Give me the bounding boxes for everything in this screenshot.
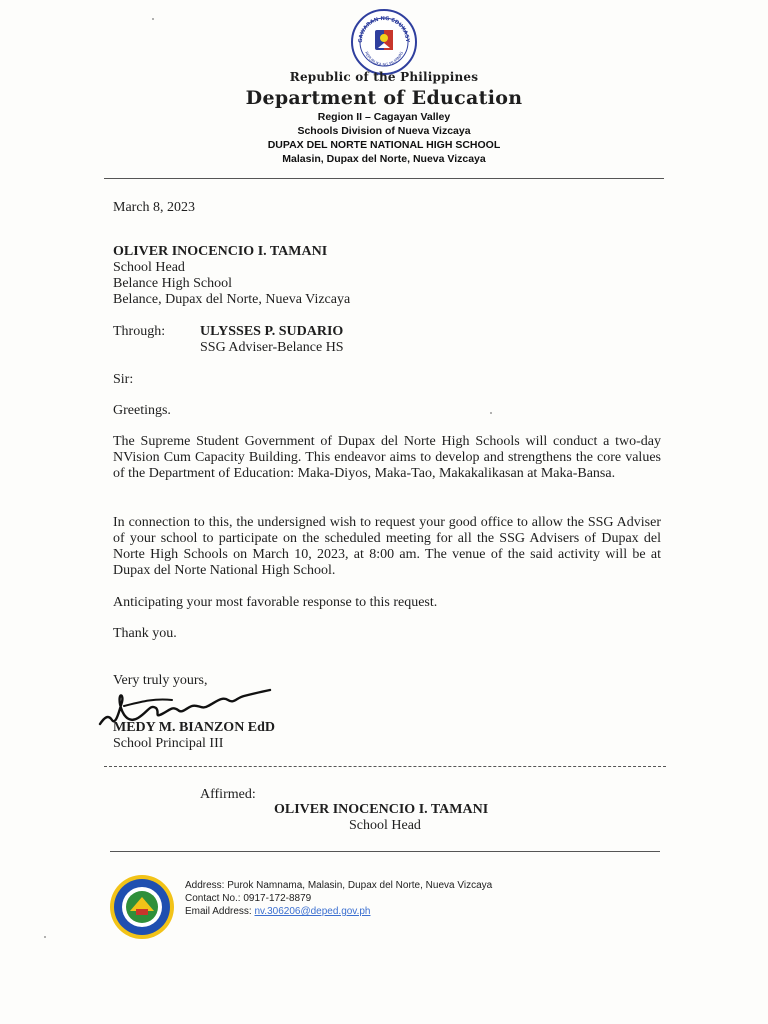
affirmed-label: Affirmed: bbox=[200, 787, 256, 802]
header-department: Department of Education bbox=[245, 87, 523, 109]
scan-speck bbox=[152, 18, 154, 20]
body-paragraph-3: Anticipating your most favorable response to this request. bbox=[113, 595, 438, 610]
header-republic: Republic of the Philippines bbox=[289, 70, 479, 84]
svg-text:REPUBLIKA NG PILIPINAS: REPUBLIKA NG PILIPINAS bbox=[364, 50, 404, 68]
footer-email: Email Address: nv.306206@deped.gov.ph bbox=[185, 906, 371, 917]
deped-seal-icon bbox=[350, 8, 418, 76]
footer-address: Address: Purok Namnama, Malasin, Dupax del Norte, Nueva Vizcaya bbox=[185, 880, 493, 891]
recipient-school: Belance High School bbox=[113, 276, 232, 291]
body-paragraph-1: The Supreme Student Government of Dupax del Norte High Schools will conduct a two-day NVision Cum Capacity Building. This endeavor aims to develop and strengthens the core values of the Department of Education: Maka-Diyos, Maka-Tao, Makakalikasan at Maka-Bansa. bbox=[113, 434, 661, 481]
through-name: ULYSSES P. SUDARIO bbox=[200, 324, 344, 339]
header-region: Region II – Cagayan Valley bbox=[317, 111, 451, 123]
recipient-address: Belance, Dupax del Norte, Nueva Vizcaya bbox=[113, 292, 351, 307]
scan-speck bbox=[490, 412, 492, 414]
header-division: Schools Division of Nueva Vizcaya bbox=[297, 125, 471, 137]
signatory-title: School Principal III bbox=[113, 736, 224, 751]
letter-date: March 8, 2023 bbox=[113, 200, 196, 215]
svg-text:KAGAWARAN NG EDUKASYON: GAWARAN NG EDUKASY bbox=[357, 15, 411, 43]
footer-contact: Contact No.: 0917-172-8879 bbox=[185, 893, 312, 904]
header-address: Malasin, Dupax del Norte, Nueva Vizcaya bbox=[282, 153, 486, 165]
greeting: Greetings. bbox=[113, 403, 171, 418]
email-link[interactable]: nv.306206@deped.gov.ph bbox=[254, 906, 371, 917]
school-logo-icon bbox=[108, 873, 176, 941]
recipient-name: OLIVER INOCENCIO I. TAMANI bbox=[113, 244, 328, 259]
closing: Very truly yours, bbox=[113, 673, 208, 688]
footer-divider bbox=[110, 851, 660, 852]
salutation: Sir: bbox=[113, 372, 134, 387]
affirmed-name: OLIVER INOCENCIO I. TAMANI bbox=[274, 802, 489, 817]
dashed-divider bbox=[104, 766, 666, 767]
scan-speck bbox=[44, 936, 46, 938]
body-paragraph-2: In connection to this, the undersigned wish to request your good office to allow the SSG Adviser of your school to participate on the scheduled meeting for all the SSG Advisers of Dupax del Norte High Schools on March 10, 2023, at 8:00 am. The venue of the said activity will be at Dupax del Norte National High School. bbox=[113, 515, 661, 578]
through-label: Through: bbox=[113, 324, 166, 339]
signatory-name: MEDY M. BIANZON EdD bbox=[113, 720, 276, 735]
recipient-title: School Head bbox=[113, 260, 185, 275]
thanks: Thank you. bbox=[113, 626, 177, 641]
header-divider bbox=[104, 178, 664, 179]
through-title: SSG Adviser-Belance HS bbox=[200, 340, 344, 355]
header-school: DUPAX DEL NORTE NATIONAL HIGH SCHOOL bbox=[267, 139, 501, 151]
affirmed-title: School Head bbox=[349, 818, 421, 833]
